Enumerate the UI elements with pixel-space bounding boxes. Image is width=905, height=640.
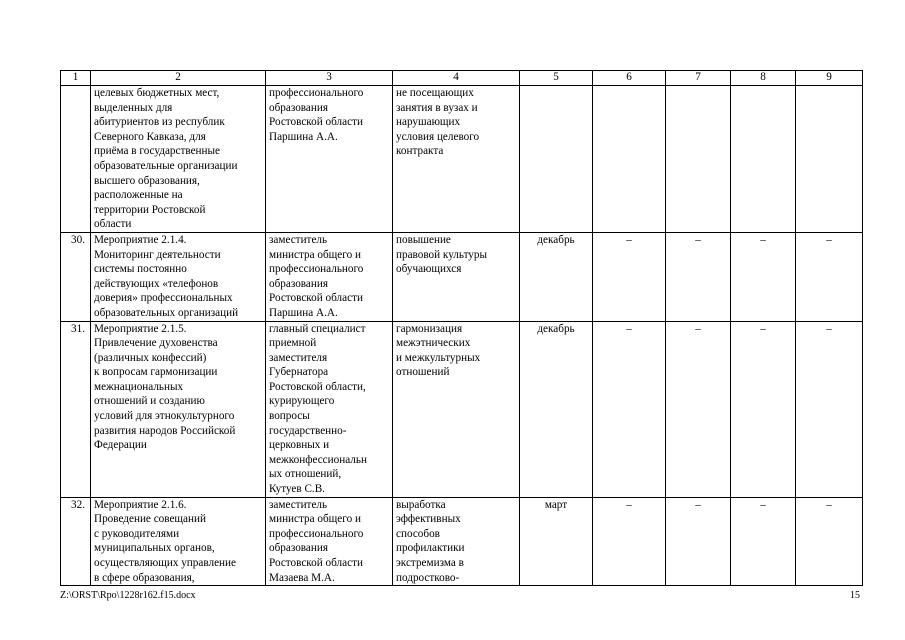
result-cell: гармонизация межэтнических и межкультурных отношений <box>393 321 520 497</box>
value-cell: – <box>593 497 666 586</box>
row-number: 30. <box>61 232 91 321</box>
header-row <box>61 71 863 86</box>
value-cell: – <box>731 232 796 321</box>
table-row <box>61 321 863 497</box>
term-cell: март <box>520 497 593 586</box>
result-cell: повышение правовой культуры обучающихся <box>393 232 520 321</box>
value-cell: – <box>666 497 731 586</box>
page-number: 15 <box>850 590 860 601</box>
result-cell: не посещающих занятия в вузах и нарушающих условия целевого контракта <box>393 86 520 233</box>
measures-table <box>60 70 863 586</box>
column-header-5: 5 <box>520 71 593 86</box>
value-cell <box>666 86 731 233</box>
column-header-2: 2 <box>91 71 266 86</box>
column-header-7: 7 <box>666 71 731 86</box>
value-cell: – <box>731 321 796 497</box>
value-cell: – <box>796 232 863 321</box>
table-row <box>61 86 863 233</box>
value-cell <box>796 86 863 233</box>
value-cell: – <box>593 321 666 497</box>
footer-file-path: Z:\ORST\Rpo\1228r162.f15.docx <box>60 590 196 601</box>
value-cell: – <box>593 232 666 321</box>
term-cell: декабрь <box>520 232 593 321</box>
value-cell: – <box>731 497 796 586</box>
column-header-9: 9 <box>796 71 863 86</box>
value-cell: – <box>796 321 863 497</box>
measure-cell: Мероприятие 2.1.4. Мониторинг деятельности системы постоянно действующих «телефонов доверия» профессиональных образовательных организаций <box>91 232 266 321</box>
result-cell: выработка эффективных способов профилактики экстремизма в подростково- <box>393 497 520 586</box>
table-row <box>61 232 863 321</box>
responsible-cell: главный специалист приемной заместителя Губернатора Ростовской области, курирующего вопросы государственно- церковных и межконфессиональн ых отношений, Кутуев С.В. <box>266 321 393 497</box>
column-header-4: 4 <box>393 71 520 86</box>
column-header-6: 6 <box>593 71 666 86</box>
column-header-3: 3 <box>266 71 393 86</box>
measure-cell: Мероприятие 2.1.5. Привлечение духовенства (различных конфессий) к вопросам гармонизации межнациональных отношений и созданию условий для этнокультурного развития народов Российской Федерации <box>91 321 266 497</box>
row-number <box>61 86 91 233</box>
value-cell <box>731 86 796 233</box>
column-header-1: 1 <box>61 71 91 86</box>
table-row <box>61 497 863 586</box>
responsible-cell: заместитель министра общего и профессионального образования Ростовской области Мазаева М.А. <box>266 497 393 586</box>
value-cell: – <box>796 497 863 586</box>
row-number: 32. <box>61 497 91 586</box>
responsible-cell: заместитель министра общего и профессионального образования Ростовской области Паршина А.А. <box>266 232 393 321</box>
row-number: 31. <box>61 321 91 497</box>
value-cell <box>593 86 666 233</box>
value-cell: – <box>666 321 731 497</box>
term-cell: декабрь <box>520 321 593 497</box>
value-cell: – <box>666 232 731 321</box>
column-header-8: 8 <box>731 71 796 86</box>
measure-cell: целевых бюджетных мест, выделенных для абитуриентов из республик Северного Кавказа, для приёма в государственные образовательные организации высшего образования, расположенные на территории Ростовской области <box>91 86 266 233</box>
term-cell <box>520 86 593 233</box>
responsible-cell: профессионального образования Ростовской области Паршина А.А. <box>266 86 393 233</box>
measure-cell: Мероприятие 2.1.6. Проведение совещаний с руководителями муниципальных органов, осуществляющих управление в сфере образования, <box>91 497 266 586</box>
